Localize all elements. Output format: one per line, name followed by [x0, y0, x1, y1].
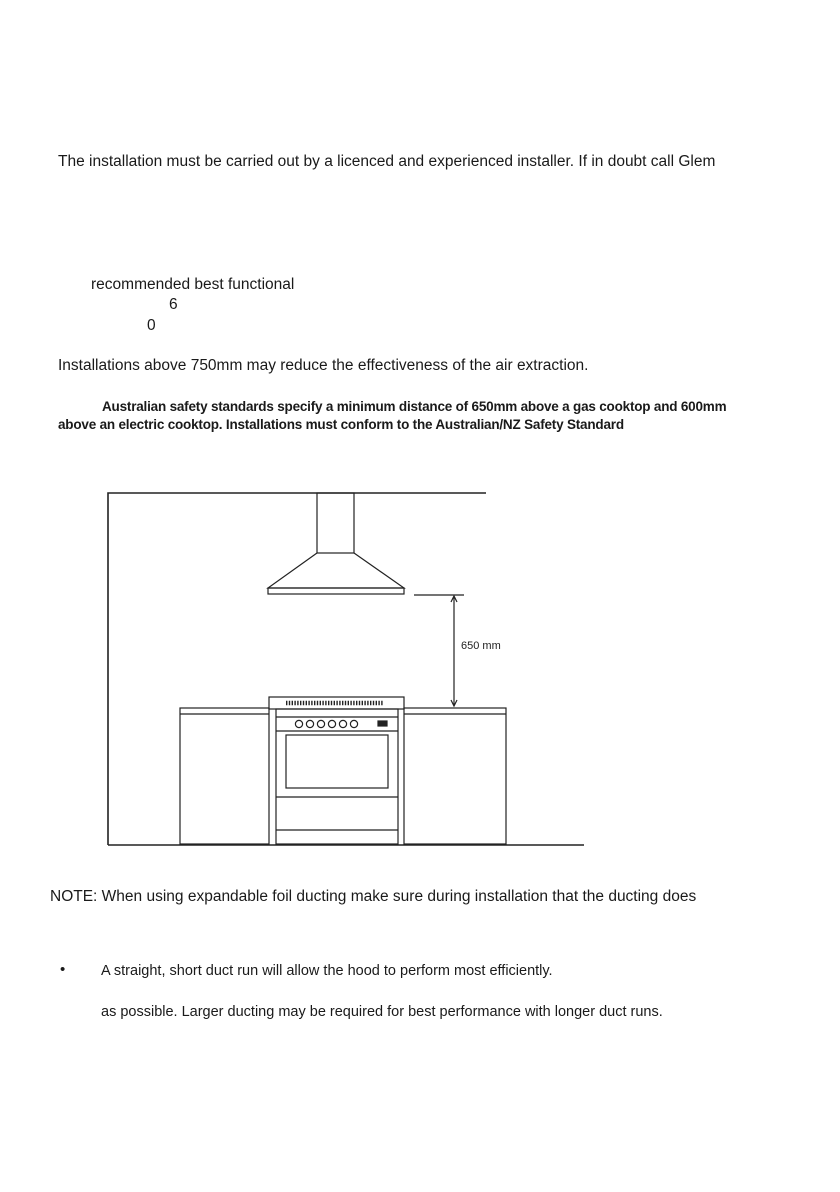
safety-standard-line-2: above an electric cooktop. Installations must conform to the Australian/NZ Safety Standard: [58, 417, 624, 432]
freestanding-cooker: [269, 697, 404, 844]
installer-instruction: The installation must be carried out by a licenced and experienced installer. If in doubt call Glem: [58, 153, 716, 170]
clearance-label: 650 mm: [461, 640, 501, 652]
bullet-marker: •: [60, 961, 66, 978]
continuation-text: as possible. Larger ducting may be required for best performance with longer duct runs.: [101, 1004, 663, 1020]
bullet-text: A straight, short duct run will allow the hood to perform most efficiently.: [101, 963, 553, 979]
digit-zero-fragment: 0: [147, 317, 156, 334]
safety-standard-line-1: Australian safety standards specify a minimum distance of 650mm above a gas cooktop and 600mm: [102, 399, 727, 414]
left-cabinet: [180, 708, 269, 844]
ducting-note: NOTE: When using expandable foil ducting make sure during installation that the ducting does: [50, 888, 697, 905]
clearance-dimension: [414, 595, 464, 706]
range-hood: [268, 493, 404, 594]
installation-diagram: [0, 480, 840, 860]
right-cabinet: [404, 708, 506, 844]
height-warning: Installations above 750mm may reduce the effectiveness of the air extraction.: [58, 357, 589, 374]
recommended-fragment: recommended best functional: [91, 276, 295, 293]
wall-outline: [108, 493, 486, 845]
digit-six-fragment: 6: [169, 296, 178, 313]
